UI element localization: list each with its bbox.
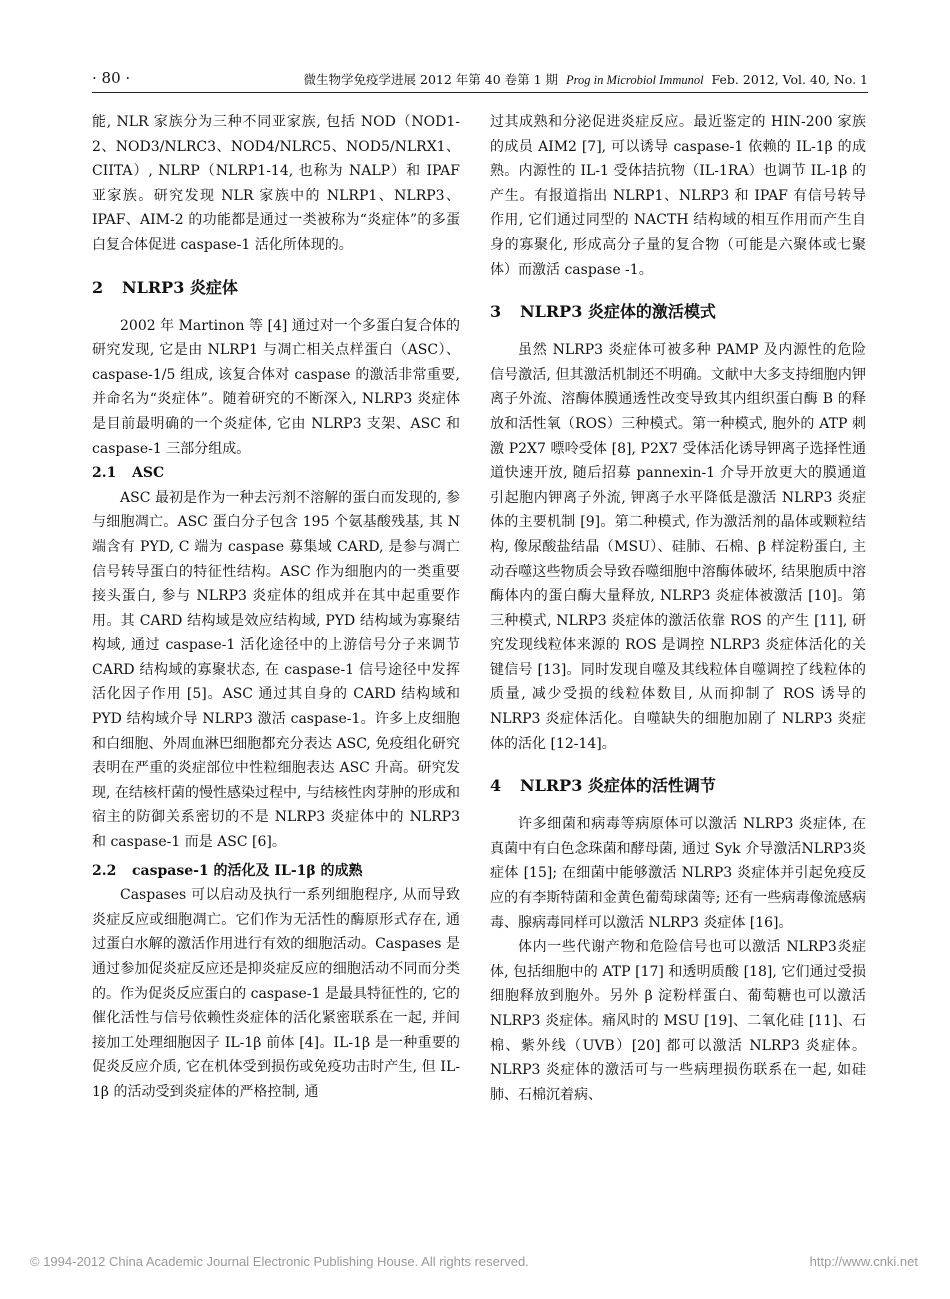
section-4-paragraph-1: 许多细菌和病毒等病原体可以激活 NLRP3 炎症体, 在真菌中有白色念珠菌和酵母菌, 通过 Syk 介导激活NLRP3炎症体 [15]; 在细菌中能够激活 NLRP3 炎症体并引起免疫反应的有李斯特菌和金黄色葡萄球菌等; 还有一些病毒像流感病毒、腺病毒同样可以激活 NLRP3 炎症体 [16]。 — [490, 816, 866, 931]
page-number: · 80 · — [92, 69, 131, 87]
section-number: 2.2 — [92, 862, 117, 879]
section-4-paragraph-2: 体内一些代谢产物和危险信号也可以激活 NLRP3炎症体, 包括细胞中的 ATP [17] 和透明质酸 [18], 它们通过受损细胞释放到胞外。另外 β 淀粉样蛋白、葡萄糖也可以激活 NLRP3 炎症体。痛风时的 MSU [19]、二氧化硅 [11]、石棉、紫外线（UVB）[20] 都可以激活 NLRP3 炎症体。NLRP3 炎症体的激活可与一些病理损伤联系在一起, 如硅肺、石棉沉着病、 — [490, 939, 866, 1103]
footer-url[interactable]: http://www.cnki.net — [809, 1254, 918, 1269]
section-2-paragraph: 2002 年 Martinon 等 [4] 通过对一个多蛋白复合体的研究发现, 它是由 NLRP1 与凋亡相关点样蛋白（ASC）、caspase-1/5 组成, 该复合体对 caspase 的激活非常重要, 并命名为“炎症体”。随着研究的不断深入, NLRP3 炎症体是目前最明确的一个炎症体, 它由 NLRP3 支架、ASC 和 caspase-1 三部分组成。 — [92, 317, 460, 457]
section-2-1-paragraph: ASC 最初是作为一种去污剂不溶解的蛋白而发现的, 参与细胞凋亡。ASC 蛋白分子包含 195 个氨基酸残基, 其 N 端含有 PYD, C 端为 caspase 募集域 CARD, 是参与凋亡信号转导蛋白的特征性结构。ASC 作为细胞内的一类重要接头蛋白, 参与 NLRP3 炎症体的组成并在其中起重要作用。其 CARD 结构域是效应结构域, PYD 结构域为寡聚结构域, 通过 caspase-1 活化途径中的上游信号分子来调节 CARD 结构域的寡聚状态, 在 caspase-1 信号途径中发挥活化因子作用 [5]。ASC 通过其自身的 CARD 结构域和 PYD 结构域介导 NLRP3 激活 caspase-1。许多上皮细胞和白细胞、外周血淋巴细胞都充分表达 ASC, 免疫组化研究表明在严重的炎症部位中性粒细胞表达 ASC 升高。研究发现, 在结核杆菌的慢性感染过程中, 与结核性肉芽肿的形成和宿主的防御关系密切的不是 NLRP3 炎症体中的 NLRP3 和 caspase-1 而是 ASC [6]。 — [92, 489, 460, 851]
journal-info — [304, 70, 868, 88]
section-2-2-paragraph: Caspases 可以启动及执行一系列细胞程序, 从而导致炎症反应或细胞凋亡。它们作为无活性的酶原形式存在, 通过蛋白水解的激活作用进行有效的细胞活动。Caspases 是通过参加促炎症反应还是抑炎症反应的细胞活动不同而分类的。作为促炎反应蛋白的 caspase-1 是最具特征性的, 它的催化活性与信号依赖性炎症体的活化紧密联系在一起, 并间接加工处理细胞因子 IL-1β 前体 [4]。IL-1β 是一种重要的促炎反应介质, 它在机体受到损伤或免疫功击时产生, 但 IL-1β 的活动受到炎症体的严格控制, 通 — [92, 887, 460, 1100]
journal-title-en: Prog in Microbiol Immunol — [565, 73, 704, 87]
section-3-heading — [490, 300, 866, 324]
right-column — [490, 110, 866, 1107]
section-title: NLRP3 炎症体的激活模式 — [520, 302, 716, 322]
section-2-2-heading — [92, 859, 460, 884]
continued-paragraph: 过其成熟和分泌促进炎症反应。最近鉴定的 HIN-200 家族的成员 AIM2 [7], 可以诱导 caspase-1 依赖的 IL-1β 的成熟。内源性的 IL-1 受体拮抗物（IL-1RA）也调节 IL-1β 的产生。有报道指出 NLRP1、NLRP3 和 IPAF 有信号转导作用, 它们通过同型的 NACTH 结构域的相互作用而产生自身的寡聚化, 形成高分子量的复合物（可能是六聚体或七聚体）而激活 caspase -1。 — [490, 114, 866, 278]
section-number: 2.1 — [92, 465, 117, 482]
section-title: caspase-1 的活化及 IL-1β 的成熟 — [132, 862, 363, 879]
intro-paragraph: 能, NLR 家族分为三种不同亚家族, 包括 NOD（NOD1-2、NOD3/NLRC3、NOD4/NLRC5、NOD5/NLRX1、CIITA）, NLRP（NLRP1-14, 也称为 NALP）和 IPAF 亚家族。研究发现 NLR 家族中的 NLRP1、NLRP3、IPAF、AIM-2 的功能都是通过一类被称为“炎症体”的多蛋白复合体促进 caspase-1 活化所体现的。 — [92, 114, 460, 253]
section-number: 3 — [490, 302, 502, 322]
journal-title-cn: 微生物学免疫学进展 2012 年第 40 卷第 1 期 — [303, 72, 559, 87]
left-column — [92, 110, 460, 1105]
issue-info: Feb. 2012, Vol. 40, No. 1 — [711, 72, 868, 87]
section-2-heading — [92, 276, 460, 300]
section-title: NLRP3 炎症体 — [122, 277, 238, 297]
section-title: ASC — [132, 465, 165, 482]
header-rule — [92, 92, 868, 93]
section-2-1-heading — [92, 461, 460, 486]
section-number: 2 — [92, 277, 104, 297]
section-title: NLRP3 炎症体的活性调节 — [520, 776, 716, 796]
section-3-paragraph: 虽然 NLRP3 炎症体可被多种 PAMP 及内源性的危险信号激活, 但其激活机制还不明确。文献中大多支持细胞内钾离子外流、溶酶体膜通透性改变导致其内组织蛋白酶 B 的释放和活性氧（ROS）三种模式。第一种模式, 胞外的 ATP 刺激 P2X7 嘌呤受体 [8], P2X7 受体活化诱导钾离子选择性通道快速开放, 随后招募 pannexin-1 介导开放更大的膜通道引起胞内钾离子外流, 钾离子水平降低是激活 NLRP3 炎症体的主要机制 [9]。第二种模式, 作为激活剂的晶体或颗粒结构, 像尿酸盐结晶（MSU）、硅肺、石棉、β 样淀粉蛋白, 主动吞噬这些物质会导致吞噬细胞中溶酶体破坏, 结果胞质中溶酶体内的蛋白酶大量释放, NLRP3 炎症体被激活 [10]。第三种模式, NLRP3 炎症体的激活依靠 ROS 的产生 [11], 研究发现线粒体来源的 ROS 是调控 NLRP3 炎症体活化的关键信号 [13]。同时发现自噬及其线粒体自噬调控了线粒体的质量, 减少受损的线粒体数目, 从而抑制了 ROS 诱导的 NLRP3 炎症体活化。自噬缺失的细胞加剧了 NLRP3 炎症体的活化 [12-14]。 — [490, 342, 866, 752]
section-4-heading — [490, 774, 866, 798]
section-number: 4 — [490, 776, 502, 796]
running-header — [92, 66, 868, 90]
copyright-notice: © 1994-2012 China Academic Journal Electronic Publishing House. All rights reserved. — [30, 1254, 529, 1269]
